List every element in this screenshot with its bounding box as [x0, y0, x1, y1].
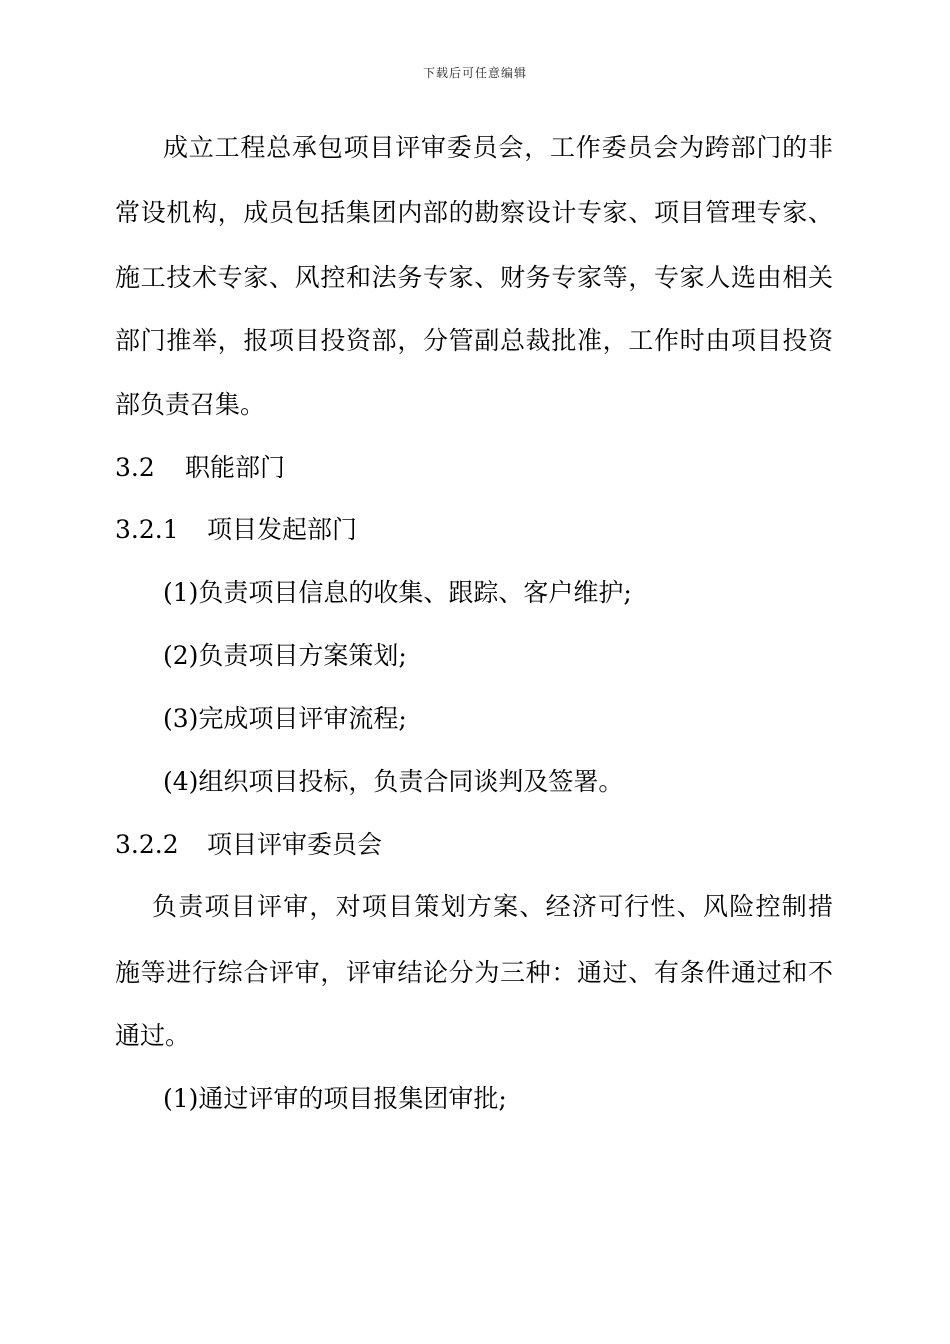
section-heading-3-2	[115, 452, 285, 484]
section-title: 项目发起部门	[207, 515, 358, 544]
paragraph-line: 通过。	[115, 1021, 191, 1050]
section-number: 3.2.1	[115, 515, 179, 544]
section-heading-3-2-1	[115, 514, 357, 546]
paragraph-line: 部门推举，报项目投资部，分管副总裁批准，工作时由项目投资	[115, 326, 833, 355]
paragraph-line: 部负责召集。	[115, 390, 266, 419]
list-item: (1)通过评审的项目报集团审批;	[163, 1084, 507, 1113]
list-item: (3)完成项目评审流程;	[163, 704, 407, 733]
list-item: (4)组织项目投标，负责合同谈判及签署。	[163, 767, 624, 796]
paragraph-line: 施等进行综合评审，评审结论分为三种：通过、有条件通过和不	[115, 958, 833, 987]
list-item: (1)负责项目信息的收集、跟踪、客户维护;	[163, 578, 632, 607]
paragraph-line: 常设机构，成员包括集团内部的勘察设计专家、项目管理专家、	[115, 198, 833, 227]
section-title: 职能部门	[185, 453, 286, 482]
page-header: 下载后可任意编辑	[422, 66, 527, 80]
paragraph-line: 负责项目评审，对项目策划方案、经济可行性、风险控制措	[152, 892, 833, 921]
section-title: 项目评审委员会	[207, 830, 383, 859]
paragraph-line: 成立工程总承包项目评审委员会，工作委员会为跨部门的非	[163, 133, 833, 162]
section-number: 3.2	[115, 453, 155, 482]
paragraph-line: 施工技术专家、风控和法务专家、财务专家等，专家人选由相关	[115, 263, 833, 292]
section-number: 3.2.2	[115, 830, 179, 859]
section-heading-3-2-2	[115, 829, 382, 861]
list-item: (2)负责项目方案策划;	[163, 641, 407, 670]
